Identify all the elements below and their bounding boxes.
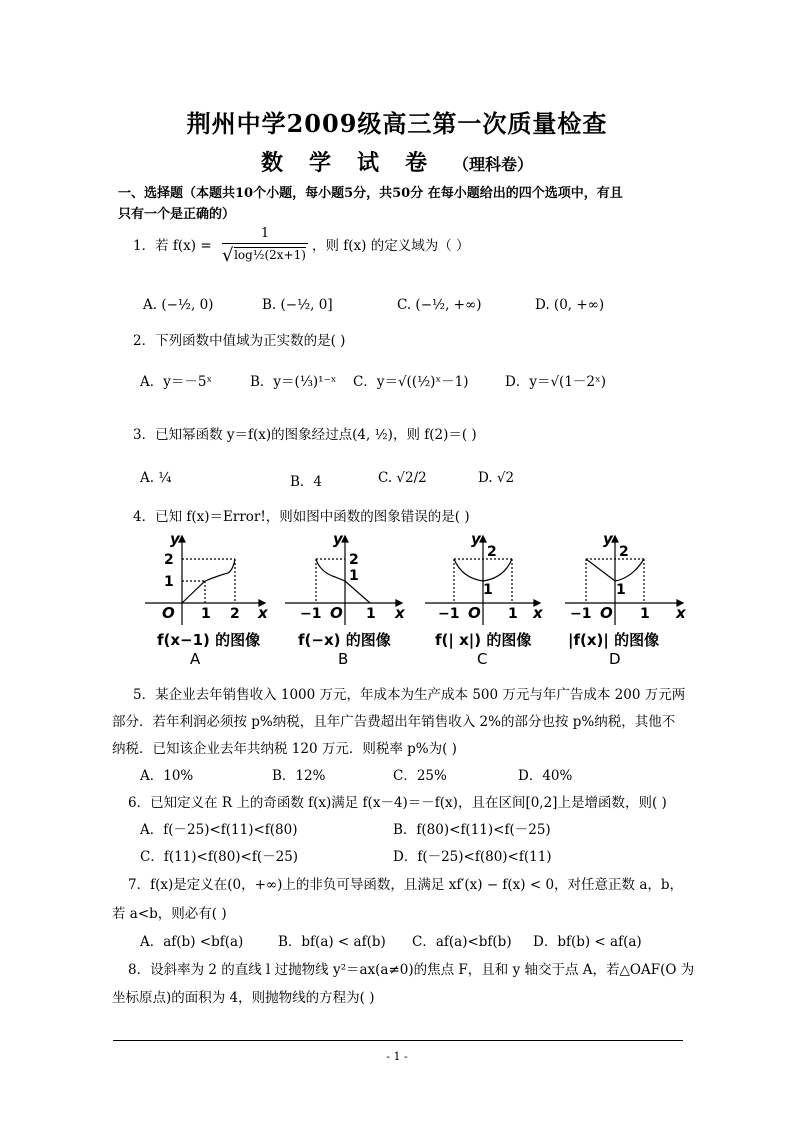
graph-c-letter: C [477,650,488,668]
svg-text:1: 1 [640,606,650,622]
page-title: 荆州中学2009级高三第一次质量检查 [186,109,608,138]
q2-stem: 2．下列函数中值域为正实数的是( ) [133,333,346,349]
q5-option-c: C．25% [393,768,447,784]
svg-text:−1: −1 [300,606,322,622]
q3-option-a: A. ¼ [140,470,172,486]
graph-c-caption: f(| x|) 的图像 [435,631,532,649]
svg-text:2: 2 [164,552,174,568]
q6-option-b: B．f(80)<f(11)<f(－25) [393,822,551,838]
q8-line1: 8．设斜率为 2 的直线 l 过抛物线 y²＝ax(a≠0)的焦点 F，且和 y 轴交于点 A，若△OAF(O 为 [128,962,695,978]
q2-option-c: C．y＝√((½)ˣ－1) [353,374,469,390]
q2-option-a: A．y＝－5ˣ [140,374,213,390]
svg-text:1: 1 [508,606,518,622]
section-heading-line2: 只有一个是正确的） [118,207,236,222]
q3-option-c: C. √2/2 [378,470,427,486]
q8-line2: 坐标原点)的面积为 4，则抛物线的方程为( ) [112,990,375,1006]
q4-stem: 4．已知 f(x)＝Error!，则如图中函数的图象错误的是( ) [133,509,470,525]
svg-text:y: y [471,530,481,548]
graph-b-letter: B [338,650,349,668]
q7-line1: 7．f(x)是定义在(0，+∞)上的非负可导函数，且满足 xf′(x) − f(x) < 0，对任意正数 a，b， [128,877,684,893]
footer-divider [113,1040,683,1041]
graph-d-letter: D [609,650,621,668]
subtitle-main: 数学试卷 [260,150,453,176]
q1-option-c: C. (−½, +∞) [397,297,482,313]
svg-text:O: O [330,604,343,622]
svg-text:1: 1 [366,606,376,622]
q1-frac-den: √ log½(2x+1) [222,245,306,266]
svg-text:1: 1 [201,606,211,622]
q3-stem: 3．已知幂函数 y＝f(x)的图象经过点(4, ½)，则 f(2)＝( ) [133,427,477,443]
svg-text:x: x [395,604,405,622]
q7-option-c: C．af(a)<bf(b) [412,934,512,950]
paper-subtitle [0,146,794,177]
q3-option-d: D. √2 [478,470,515,486]
svg-text:2: 2 [349,552,359,568]
q7-option-d: D．bf(b) < af(a) [533,934,642,950]
q6-option-a: A．f(－25)<f(11)<f(80) [140,822,298,838]
svg-text:x: x [258,604,268,622]
q7-option-a: A．af(b) <bf(a) [140,934,244,950]
q7-option-b: B．bf(a) < af(b) [278,934,386,950]
svg-text:1: 1 [349,568,359,584]
svg-text:1: 1 [483,582,493,598]
graph-b-caption: f(−x) 的图像 [298,631,391,649]
q1-stem-post: ，则 f(x) 的定义域为（ ） [312,238,470,254]
q5-line1: 5．某企业去年销售收入 1000 万元，年成本为生产成本 500 万元与年广告成本 200 万元两 [133,687,686,703]
svg-text:x: x [676,604,686,622]
q1-fraction [222,226,308,266]
svg-text:−1: −1 [570,606,592,622]
q2-option-d: D．y＝√(1－2ˣ) [505,374,606,390]
sqrt-icon: √ [222,245,234,266]
svg-text:2: 2 [230,606,240,622]
svg-text:O: O [600,604,613,622]
subtitle-tag: （理科卷） [453,155,534,174]
q1-option-b: B. (−½, 0] [262,297,333,313]
svg-text:y: y [170,530,180,548]
svg-text:1: 1 [616,582,626,598]
q2-option-b: B．y＝(⅓)¹⁻ˣ [250,374,337,390]
q5-line2: 部分．若年利润必须按 p%纳税，且年广告费超出年销售收入 2%的部分也按 p%纳税，其他不 [112,714,676,730]
q1-option-a: A. (−½, 0) [143,297,214,313]
q1-option-d: D. (0, +∞) [535,297,605,313]
svg-text:y: y [333,530,343,548]
svg-text:2: 2 [619,544,629,560]
q6-option-c: C．f(11)<f(80)<f(－25) [140,849,299,865]
q5-option-d: D．40% [518,768,573,784]
page-number: - 1 - [386,1050,408,1063]
svg-text:O: O [162,604,175,622]
svg-text:O: O [468,604,481,622]
q6-stem: 6．已知定义在 R 上的奇函数 f(x)满足 f(x－4)＝－f(x)，且在区间[0,2]上是增函数，则( ) [128,795,667,811]
q5-option-b: B．12% [272,768,326,784]
section-heading-line1: 一、选择题（本题共10个小题，每小题5分，共50分 在每小题给出的四个选项中，有且 [118,186,623,201]
svg-text:x: x [533,604,543,622]
q3-option-b: B．4 [290,474,323,490]
q5-option-a: A．10% [140,768,194,784]
q5-line3: 纳税．已知该企业去年共纳税 120 万元．则税率 p%为( ) [112,741,457,757]
q6-option-d: D．f(－25)<f(80)<f(11) [393,849,552,865]
svg-text:2: 2 [487,544,497,560]
svg-text:−1: −1 [438,606,460,622]
svg-text:y: y [603,530,613,548]
q1-stem-pre: 1．若 f(x) = [133,238,212,254]
svg-text:1: 1 [164,574,174,590]
q7-line2: 若 a<b，则必有( ) [112,906,227,922]
graph-a-caption: f(x−1) 的图像 [157,631,261,649]
graph-a-letter: A [190,650,201,668]
graph-d-caption: |f(x)| 的图像 [568,631,660,649]
q1-frac-num: 1 [222,226,308,244]
